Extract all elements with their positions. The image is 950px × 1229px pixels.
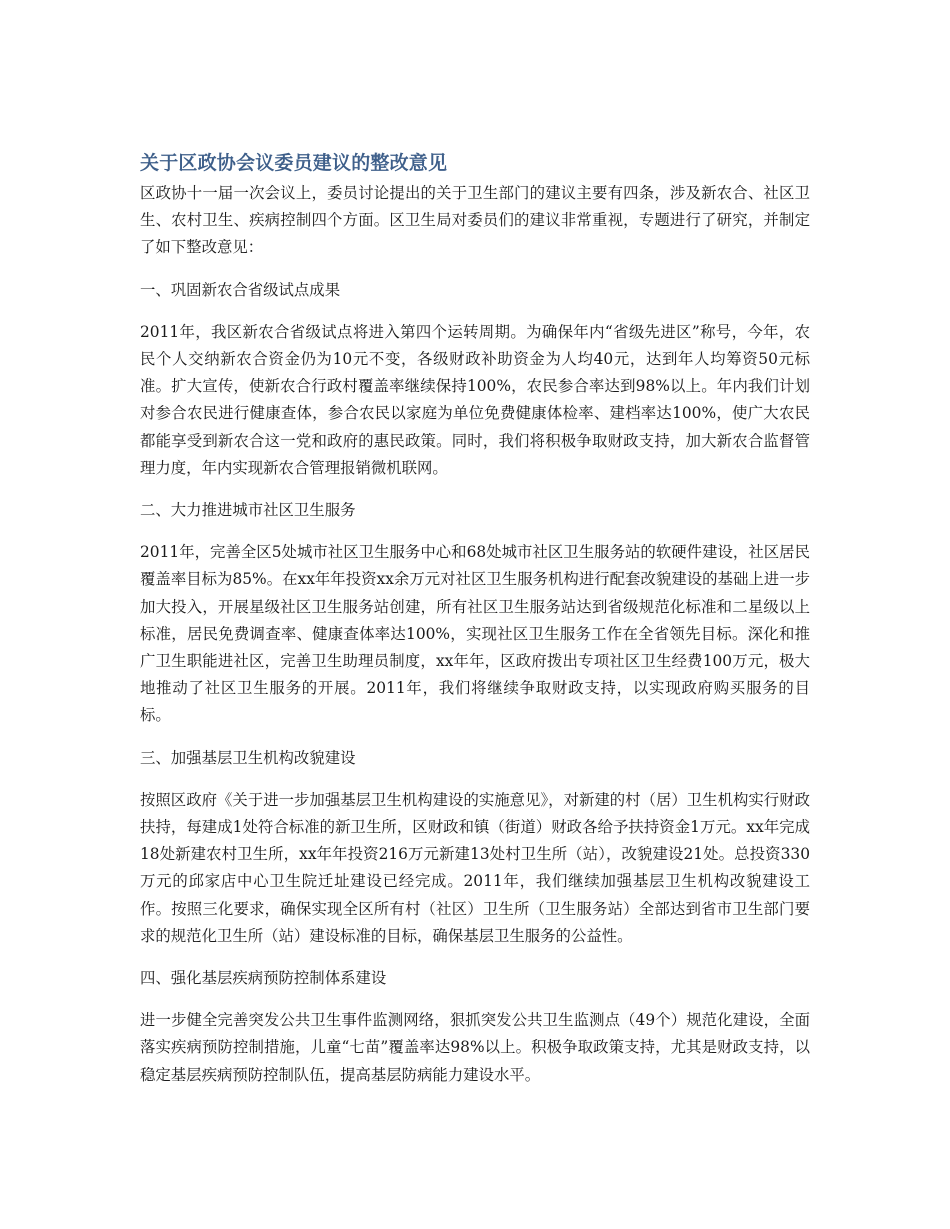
- section-body: 进一步健全完善突发公共卫生事件监测网络，狠抓突发公共卫生监测点（49个）规范化建设，全面落实疾病预防控制措施，儿童“七苗”覆盖率达98%以上。积极争取政策支持，尤其是财政支持，以稳定基层疾病预防控制队伍，提高基层防病能力建设水平。: [140, 1011, 810, 1084]
- section-heading: 一、巩固新农合省级试点成果: [140, 280, 341, 299]
- document-title: 关于区政协会议委员建议的整改意见: [140, 152, 448, 174]
- intro-paragraph: 区政协十一届一次会议上，委员讨论提出的关于卫生部门的建议主要有四条，涉及新农合、社区卫生、农村卫生、疾病控制四个方面。区卫生局对委员们的建议非常重视，专题进行了研究，并制定了如下整改意见：: [140, 184, 810, 257]
- section-body: 2011年，完善全区5处城市社区卫生服务中心和68处城市社区卫生服务站的软硬件建设，社区居民覆盖率目标为85%。在xx年年投资xx余万元对社区卫生服务机构进行配套改貌建设的基础上进一步加大投入，开展星级社区卫生服务站创建，所有社区卫生服务站达到省级规范化标准和二星级以上标准，居民免费调查率、健康查体率达100%，实现社区卫生服务工作在全省领先目标。深化和推广卫生职能进社区，完善卫生助理员制度，xx年年，区政府拨出专项社区卫生经费100万元，极大地推动了社区卫生服务的开展。2011年，我们将继续争取财政支持，以实现政府购买服务的目标。: [140, 543, 810, 725]
- section-2: [140, 497, 810, 730]
- section-heading: 二、大力推进城市社区卫生服务: [140, 501, 356, 520]
- section-3: [140, 745, 810, 950]
- document-page: [140, 148, 810, 1089]
- section-body: 2011年，我区新农合省级试点将进入第四个运转周期。为确保年内“省级先进区”称号，今年，农民个人交纳新农合资金仍为10元不变，各级财政补助资金为人均40元，达到年人均筹资50元标准。扩大宣传，使新农合行政村覆盖率继续保持100%，农民参合率达到98%以上。年内我们计划对参合农民进行健康查体，参合农民以家庭为单位免费健康体检率、建档率达100%，使广大农民都能享受到新农合这一党和政府的惠民政策。同时，我们将积极争取财政支持，加大新农合监督管理力度，年内实现新农合管理报销微机联网。: [140, 322, 810, 477]
- section-4: [140, 965, 810, 1089]
- section-body: 按照区政府《关于进一步加强基层卫生机构建设的实施意见》，对新建的村（居）卫生机构实行财政扶持，每建成1处符合标准的新卫生所，区财政和镇（街道）财政各给予扶持资金1万元。xx年完成18处新建农村卫生所，xx年年投资216万元新建13处村卫生所（站），改貌建设21处。总投资330万元的邱家店中心卫生院迁址建设已经完成。2011年，我们继续加强基层卫生机构改貌建设工作。按照三化要求，确保实现全区所有村（社区）卫生所（卫生服务站）全部达到省市卫生部门要求的规范化卫生所（站）建设标准的目标，确保基层卫生服务的公益性。: [140, 790, 810, 945]
- section-heading: 三、加强基层卫生机构改貌建设: [140, 748, 356, 767]
- section-1: [140, 277, 810, 482]
- section-heading: 四、强化基层疾病预防控制体系建设: [140, 969, 387, 988]
